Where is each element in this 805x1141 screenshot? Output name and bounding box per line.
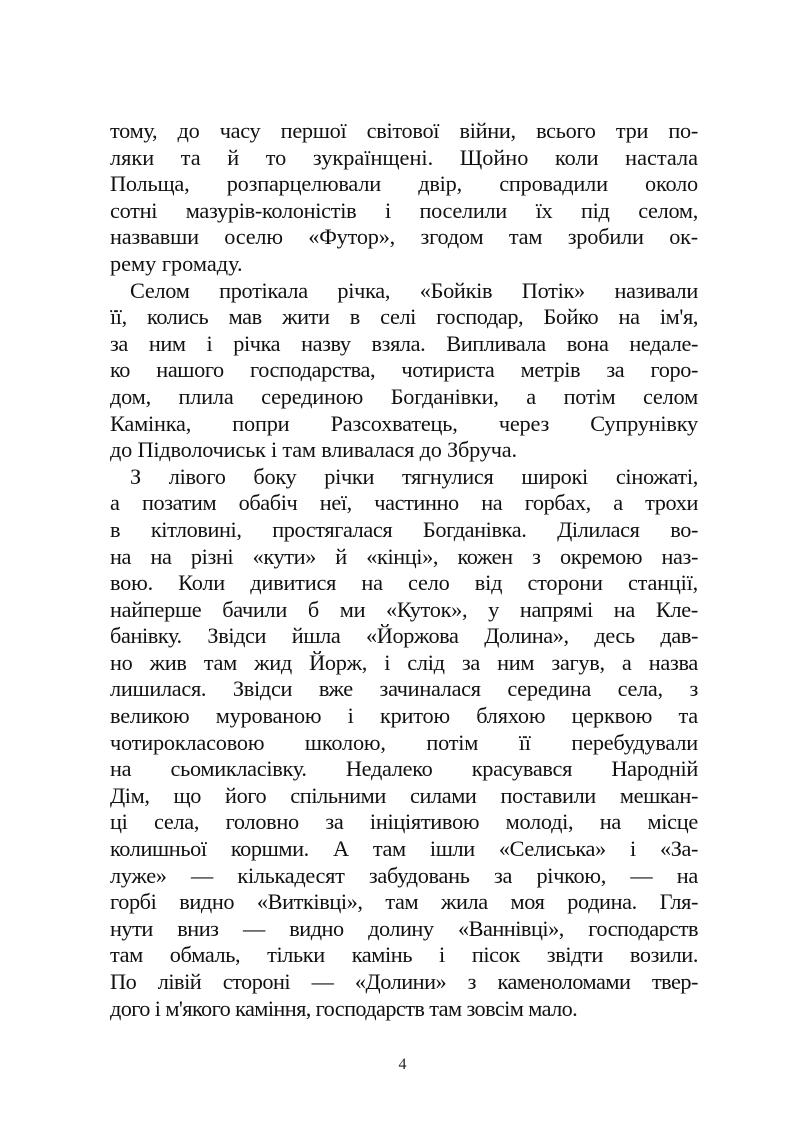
text-line: за ним і річка назву взяла. Випливала вона недале- <box>110 330 698 356</box>
text-line: тому, до часу першої світової війни, всього три по- <box>110 118 698 143</box>
text-line: колишньої коршми. А там ішли «Селиська» і «За- <box>110 836 698 862</box>
text-line: ці села, головно за ініціятивою молоді, на місце <box>110 809 698 835</box>
text-line: на на різні «кути» й «кінці», кожен з окремою наз- <box>110 543 698 569</box>
text-line: рему громаду. <box>110 250 243 276</box>
text-line: Дім, що його спільними силами поставили мешкан- <box>110 782 698 808</box>
text-line: там обмаль, тільки камінь і пісок звідти возили. <box>110 942 698 968</box>
text-line: сотні мазурів-колоністів і поселили їх під селом, <box>110 197 698 223</box>
text-line: в кітловині, простягалася Богданівка. Ділилася во- <box>110 516 698 542</box>
text-line: назвавши оселю «Футор», згодом там зробили ок- <box>110 224 698 250</box>
text-line: до Підволочиськ і там вливалася до Збруча. <box>110 437 517 463</box>
text-line: ко нашого господарства, чотириста метрів за горо- <box>110 357 698 383</box>
text-line: її, колись мав жити в селі господар, Бойко на ім'я, <box>110 304 698 330</box>
text-line: Польща, розпарцелювали двір, спровадили около <box>110 171 698 197</box>
text-line: на сьомикласівку. Недалеко красувався Народній <box>110 756 698 782</box>
text-line: вою. Коли дивитися на село від сторони станції, <box>110 570 698 596</box>
page-number: 4 <box>398 1056 407 1073</box>
text-line: найперше бачили б ми «Куток», у напрямі на Кле- <box>110 596 698 622</box>
text-line: банівку. Звідси йшла «Йоржова Долина», десь дав- <box>110 623 698 649</box>
text-line: но жив там жид Йорж, і слід за ним загув, а назва <box>110 649 698 675</box>
text-line: ляки та й то зукраїнщені. Щойно коли настала <box>110 144 698 170</box>
text-line: З лівого боку річки тягнулися широкі сіножаті, <box>130 463 698 489</box>
text-line: а позатим обабіч неї, частинно на горбах, а трохи <box>110 490 698 516</box>
text-line: чотирокласовою школою, потім її перебудували <box>110 729 698 755</box>
body-text <box>110 118 698 1022</box>
text-line: нути вниз — видно долину «Ваннівці», господарств <box>110 915 698 941</box>
text-line: луже» — кількадесят забудовань за річкою, — на <box>110 862 698 888</box>
text-line: лишилася. Звідси вже зачиналася середина села, з <box>110 676 698 702</box>
text-line: горбі видно «Витківці», там жила моя родина. Гля- <box>110 889 698 915</box>
text-line: дом, плила серединою Богданівки, а потім селом <box>110 383 698 409</box>
text-line: Селом протікала річка, «Бойків Потік» називали <box>130 277 698 303</box>
text-line: Камінка, попри Разсохватець, через Супрунівку <box>110 410 698 436</box>
text-line: дого і м'якого каміння, господарств там зовсім мало. <box>110 995 578 1021</box>
text-line: великою мурованою і критою бляхою церквою та <box>110 703 698 729</box>
text-line: По лівій стороні — «Долини» з каменоломами твер- <box>110 969 698 994</box>
